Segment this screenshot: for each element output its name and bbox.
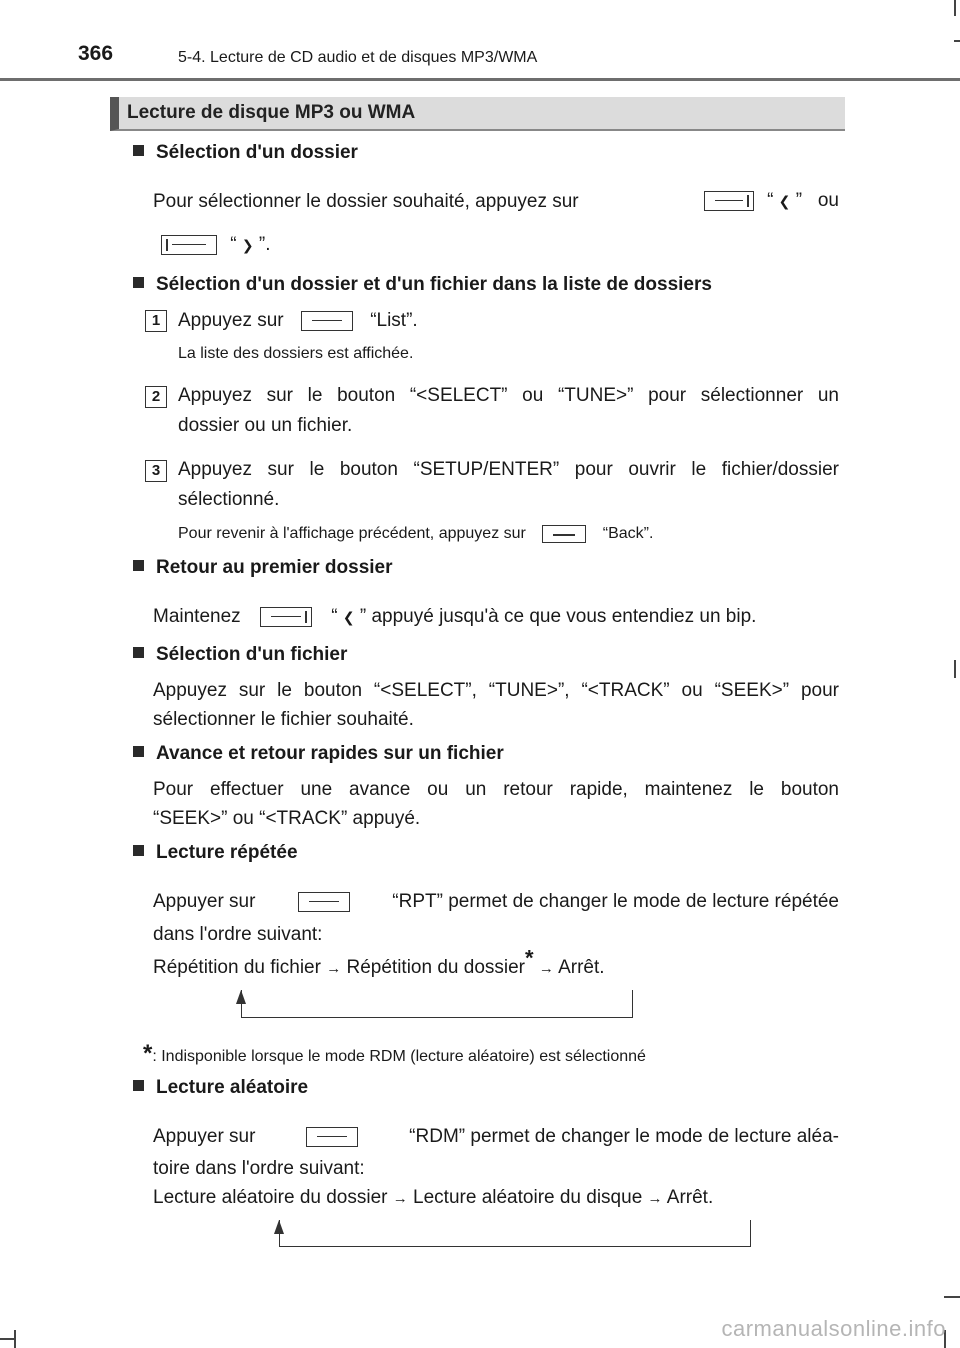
step2-line1: Appuyez sur le bouton “<SELECT” ou “TUNE>” pour sélectionner un: [178, 385, 839, 406]
loop-arrow-up-icon: [236, 990, 246, 1004]
heading-folder-list: Sélection d'un dossier et d'un fichier dans la liste de dossiers: [133, 274, 712, 296]
bullet-square-icon: [133, 746, 144, 757]
chevron-left-icon: ❮: [778, 193, 791, 209]
chapter-title: 5-4. Lecture de CD audio et de disques MP3/WMA: [178, 49, 538, 66]
watermark: carmanualsonline.info: [721, 1316, 946, 1341]
folder-select-line2: “ ❯ ”.: [153, 230, 271, 260]
crop-mark: [954, 40, 960, 42]
right-arrow-icon: →: [326, 960, 342, 977]
folder-prev-button-icon: [260, 607, 312, 627]
random-cycle-loop: [279, 1220, 751, 1247]
crop-mark: [954, 660, 956, 678]
step3-note: Pour revenir à l'affichage précédent, appuyez sur “Back”.: [178, 525, 654, 543]
loop-arrow-up-icon: [274, 1220, 284, 1234]
bullet-square-icon: [133, 647, 144, 658]
bullet-square-icon: [133, 145, 144, 156]
random-sequence: Lecture aléatoire du dossier → Lecture aléatoire du disque → Arrêt.: [153, 1187, 714, 1208]
section-title: Lecture de disque MP3 ou WMA: [127, 102, 416, 123]
chevron-left-icon: ❮: [342, 609, 355, 625]
crop-mark: [944, 1296, 960, 1298]
random-line1: Appuyer sur “RDM” permet de changer le mode de lecture aléa-: [153, 1126, 839, 1147]
asterisk-mark: *: [525, 945, 534, 971]
rdm-button-icon: [306, 1127, 358, 1147]
repeat-cycle-loop: [241, 990, 633, 1018]
heading-random: Lecture aléatoire: [133, 1077, 308, 1099]
back-button-icon: [542, 525, 586, 543]
header-rule: [0, 78, 960, 81]
file-select-line2: sélectionner le fichier souhaité.: [153, 709, 414, 730]
heading-file-select: Sélection d'un fichier: [133, 644, 347, 666]
step3-line1: Appuyez sur le bouton “SETUP/ENTER” pour ouvrir le fichier/dossier: [178, 459, 839, 480]
heading-fast-forward: Avance et retour rapides sur un fichier: [133, 743, 504, 765]
repeat-line1: Appuyer sur “RPT” permet de changer le mode de lecture répétée: [153, 891, 839, 912]
list-button-icon: [301, 311, 353, 331]
step-number-3: 3: [145, 460, 167, 482]
heading-folder-select: Sélection d'un dossier: [133, 142, 358, 164]
first-folder-text: Maintenez “ ❮ ” appuyé jusqu'à ce que vous entendiez un bip.: [153, 606, 757, 627]
right-arrow-icon: →: [647, 1190, 663, 1207]
bullet-square-icon: [133, 560, 144, 571]
repeat-line2: dans l'ordre suivant:: [153, 924, 323, 945]
page-number: 366: [78, 42, 114, 65]
folder-select-line1: Pour sélectionner le dossier souhaité, appuyez sur “ ❮ ” ou: [153, 190, 839, 212]
section-banner: [110, 97, 845, 131]
footnote-asterisk: *: [143, 1040, 153, 1067]
chevron-right-icon: ❯: [241, 237, 254, 253]
fast-forward-line1: Pour effectuer une avance ou un retour rapide, maintenez le bouton: [153, 779, 839, 800]
bullet-square-icon: [133, 277, 144, 288]
step1-note: La liste des dossiers est affichée.: [178, 345, 414, 362]
crop-mark: [954, 0, 956, 16]
step-number-1: 1: [145, 310, 167, 332]
random-line2: toire dans l'ordre suivant:: [153, 1158, 365, 1179]
repeat-sequence: Répétition du fichier → Répétition du dossier* → Arrêt.: [153, 945, 605, 978]
footnote: *: Indisponible lorsque le mode RDM (lecture aléatoire) est sélectionné: [143, 1040, 646, 1067]
step-number-2: 2: [145, 386, 167, 408]
folder-next-button-icon: [161, 235, 217, 255]
heading-first-folder: Retour au premier dossier: [133, 557, 393, 579]
folder-prev-button-icon: [704, 191, 754, 211]
crop-mark: [14, 1330, 16, 1348]
right-arrow-icon: →: [538, 960, 554, 977]
bullet-square-icon: [133, 1080, 144, 1091]
rpt-button-icon: [298, 892, 350, 912]
heading-repeat: Lecture répétée: [133, 842, 298, 864]
step3-line2: sélectionné.: [178, 489, 280, 510]
file-select-line1: Appuyez sur le bouton “<SELECT”, “TUNE>”, “<TRACK” ou “SEEK>” pour: [153, 680, 839, 701]
fast-forward-line2: “SEEK>” ou “<TRACK” appuyé.: [153, 808, 421, 829]
bullet-square-icon: [133, 845, 144, 856]
step1-text: Appuyez sur “List”.: [178, 310, 418, 331]
right-arrow-icon: →: [392, 1190, 408, 1207]
step2-line2: dossier ou un fichier.: [178, 415, 353, 436]
